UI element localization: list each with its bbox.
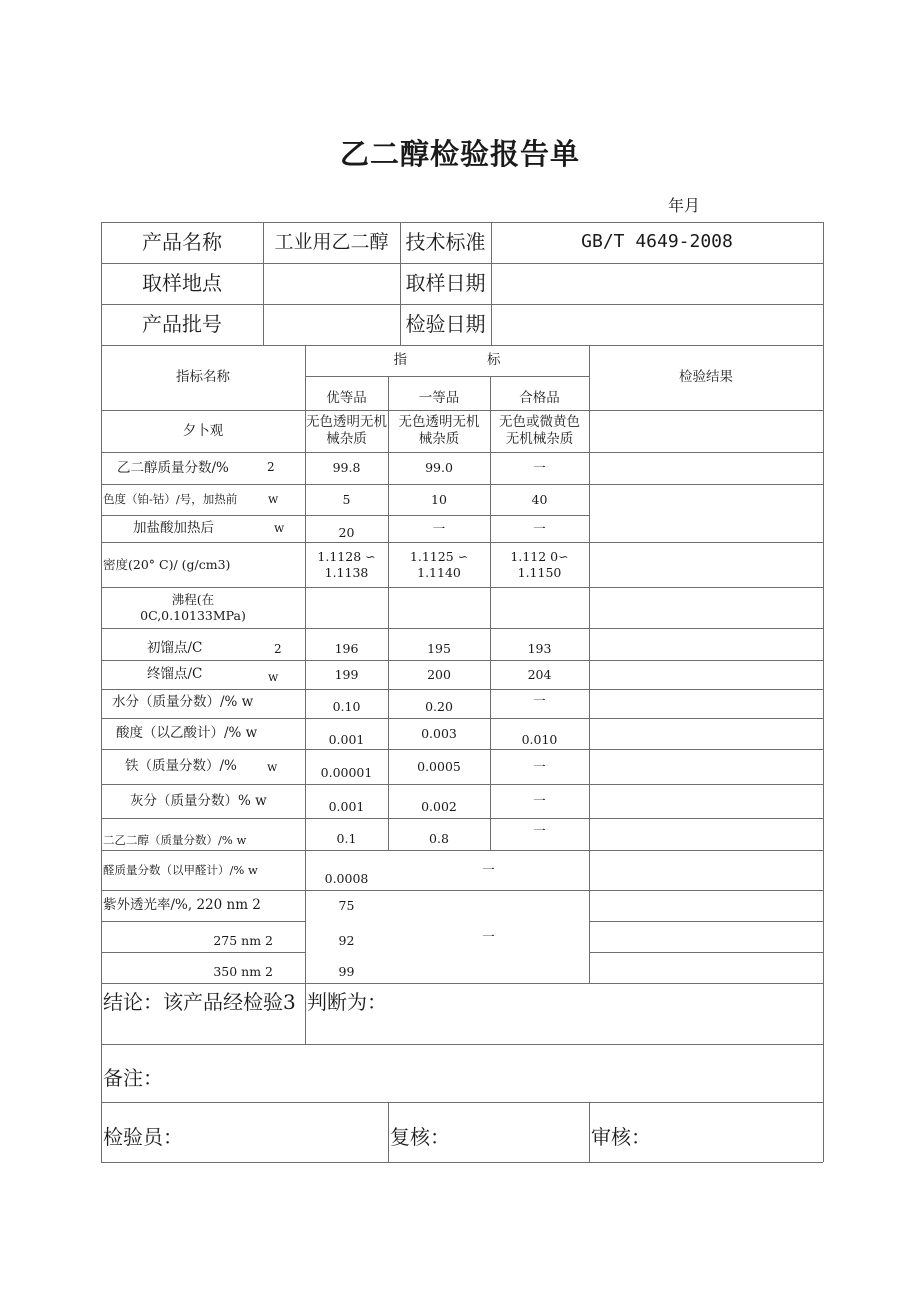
row-name: 夕卜观 (182, 422, 224, 439)
row-value: 无色或微黄色无机械杂质 (499, 414, 580, 447)
row-name: 色度（铂-钴）/号，加热前 (103, 492, 238, 507)
row-value: 一 (533, 758, 546, 774)
tech-standard-value[interactable]: GB/T 4649-2008 (581, 231, 733, 253)
row-value: 40 (531, 491, 548, 507)
batch-no-field[interactable] (263, 304, 400, 345)
row-name: 沸程(在 0C,0.10133MPa) (140, 591, 246, 623)
grade-superior: 优等品 (326, 390, 367, 407)
sampling-date-label: 取样日期 (405, 271, 486, 295)
row-value: 1.1128 ∽ 1.1138 (317, 548, 376, 580)
grid-line (101, 1044, 823, 1045)
row-value: 0.20 (425, 699, 453, 715)
row-suffix: 2 (274, 642, 282, 656)
document-title: 乙二醇检验报告单 (339, 137, 580, 171)
row-value: 195 (427, 641, 451, 657)
row-value: 193 (527, 641, 552, 657)
grid-line (101, 1102, 823, 1103)
result-cell[interactable] (589, 784, 823, 818)
row-value: 一 (533, 520, 546, 536)
row-value: 0.00001 (320, 765, 373, 781)
row-name: 紫外透光率/%, 220 nm 2 (103, 897, 261, 914)
row-value: 一 (432, 520, 446, 536)
row-name: 加盐酸加热后 (133, 520, 214, 537)
row-name: 350 nm 2 (213, 964, 273, 980)
inspection-date-label: 检验日期 (405, 312, 486, 336)
grid-line (101, 1162, 823, 1163)
inspection-date-field[interactable] (491, 304, 823, 345)
batch-no-label: 产品批号 (142, 312, 222, 336)
result-cell[interactable] (589, 628, 823, 660)
row-value: 196 (334, 641, 359, 657)
row-value: 0.001 (328, 732, 365, 748)
row-suffix: 2 (267, 460, 275, 474)
result-cell[interactable] (589, 952, 823, 983)
row-value-merged: 一 (482, 862, 495, 878)
conclusion-label: 结论：该产品经检验3 (103, 990, 296, 1014)
row-value: 1.1125 ∽ 1.1140 (409, 548, 469, 580)
row-name: 密度(20° C)/ (g/cm3) (103, 556, 231, 572)
conclusion-judgement-label: 判断为： (307, 990, 387, 1014)
row-value: 0.0008 (324, 871, 369, 887)
row-suffix: w (267, 760, 278, 774)
sampling-location-field[interactable] (263, 263, 400, 304)
row-value: 0.002 (421, 799, 457, 815)
col-header-item-name: 指标名称 (176, 369, 230, 386)
row-value: 5 (342, 491, 351, 507)
row-value: 92 (338, 933, 355, 949)
result-cell[interactable] (589, 452, 823, 484)
row-value: 0.001 (328, 799, 365, 815)
row-value: 199 (334, 666, 359, 682)
row-value: 0.10 (332, 699, 361, 715)
grade-qualified: 合格品 (519, 390, 560, 407)
row-value-merged: 一 (482, 928, 495, 944)
tech-standard-label: 技术标准 (405, 230, 486, 254)
inspector-label: 检验员： (103, 1125, 183, 1149)
sampling-location-label: 取样地点 (142, 271, 222, 295)
result-cell[interactable] (589, 484, 823, 542)
grid-line (101, 983, 823, 984)
product-name-label: 产品名称 (142, 230, 222, 254)
row-name: 初馏点/C (147, 640, 203, 657)
result-cell[interactable] (589, 542, 823, 587)
row-name: 醛质量分数（以甲醛计）/% w (103, 862, 258, 877)
row-value: 10 (431, 491, 447, 507)
approver-label: 审核： (591, 1125, 651, 1149)
row-name: 275 nm 2 (213, 933, 273, 949)
row-value: 99.0 (425, 460, 453, 476)
result-cell[interactable] (589, 850, 823, 890)
remarks-field[interactable] (160, 1046, 820, 1100)
row-value: 一 (533, 793, 546, 809)
row-name: 酸度（以乙酸计）/% w (116, 725, 258, 742)
row-name: 灰分（质量分数）% w (130, 792, 267, 809)
row-name: 水分（质量分数）/% w (112, 694, 254, 710)
col-header-result: 检验结果 (679, 369, 733, 386)
row-suffix: w (268, 492, 279, 506)
result-cell[interactable] (589, 818, 823, 850)
grade-first: 一等品 (418, 390, 460, 407)
row-value: 0.1 (336, 831, 357, 847)
col-header-spec-a: 指 (393, 352, 407, 369)
col-header-spec-b: 标 (487, 352, 501, 369)
row-suffix: w (274, 521, 285, 535)
row-name: 二乙二醇（质量分数）/% w (103, 832, 247, 847)
product-name-value[interactable]: 工业用乙二醇 (274, 230, 389, 253)
row-value: 0.003 (421, 725, 457, 741)
grid-line (823, 222, 824, 1162)
row-name: 终馏点/C (147, 666, 203, 683)
date-label: 年月 (668, 196, 701, 215)
grid-line (589, 1102, 590, 1162)
result-cell[interactable] (589, 587, 823, 628)
row-name: 铁（质量分数）/% (125, 758, 237, 775)
row-value: 20 (338, 525, 355, 541)
row-name: 乙二醇质量分数/% (117, 459, 229, 476)
row-value: 204 (527, 666, 552, 682)
result-cell[interactable] (589, 718, 823, 749)
col-header-spec (305, 345, 589, 376)
reviewer-label: 复核： (390, 1125, 450, 1149)
row-value: 0.8 (429, 831, 449, 847)
result-cell[interactable] (589, 689, 823, 718)
row-value: 0.010 (521, 732, 558, 748)
result-cell[interactable] (589, 921, 823, 952)
remarks-label: 备注： (103, 1066, 163, 1090)
result-cell[interactable] (589, 660, 823, 689)
result-cell[interactable] (589, 410, 823, 452)
row-suffix: w (268, 670, 279, 684)
row-value: 一 (533, 823, 546, 838)
row-value: 无色透明无机械杂质 (306, 414, 387, 447)
sampling-date-field[interactable] (491, 263, 823, 304)
row-value: 一 (533, 460, 546, 476)
result-cell[interactable] (589, 890, 823, 921)
row-value: 一 (533, 693, 546, 708)
row-value: 1.112 0∽ 1.1150 (510, 548, 569, 580)
result-cell[interactable] (589, 749, 823, 784)
row-value: 200 (427, 666, 451, 682)
row-value: 99 (338, 964, 355, 980)
row-value: 无色透明无机械杂质 (398, 414, 480, 447)
row-value: 99.8 (332, 460, 361, 476)
row-value: 75 (338, 897, 355, 913)
row-value: 0.0005 (417, 758, 461, 774)
grid-line (388, 1102, 389, 1162)
conclusion-field[interactable] (306, 1010, 822, 1043)
